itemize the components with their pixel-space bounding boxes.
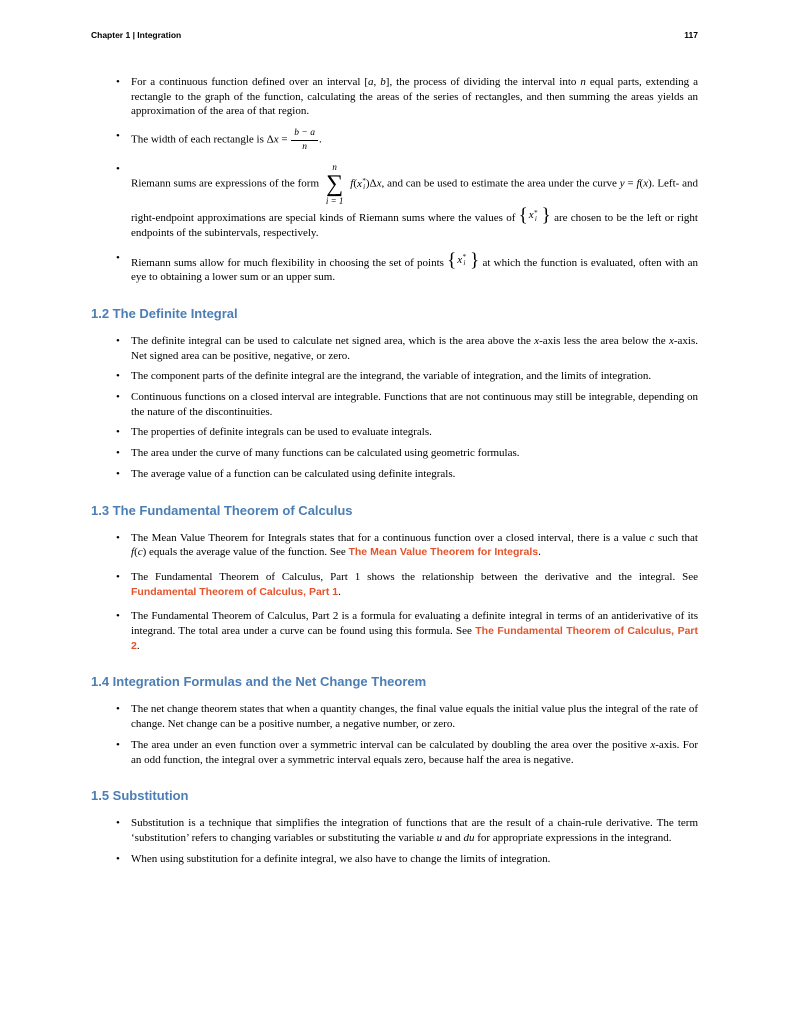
page-header [91,30,698,40]
subscript-index: i [463,259,466,268]
math-variable: y [619,177,625,190]
math-variable: f [131,546,135,559]
page-content [91,68,698,872]
bullet-item [91,369,698,384]
text-segment: Continuous functions on a closed interval are integrable. Functions that are not continuous may still be integrable, depending on the nature of the discontinuities. [131,391,698,418]
text-segment: The width of each rectangle is Δ [131,133,274,146]
bullet-item [91,425,698,440]
text-segment: ], the process of dividing the interval into [385,76,581,88]
summation-expression [326,162,344,206]
section-heading-1-3: 1.3 The Fundamental Theorem of Calculus [91,502,353,518]
bullet-item [91,852,698,867]
superscript-subscript [534,210,538,222]
text-segment: The Fundamental Theorem of Calculus, Part 2 is a formula for evaluating a definite integral in terms of an antiderivative of its integrand. The total area under a curve can be found using this formula. See [131,610,698,638]
bullet-item [91,702,698,731]
section-1-5 [91,788,698,866]
bullet-item [91,129,698,152]
math-variable: x [650,738,656,751]
bullet-item [91,609,698,653]
open-brace: { [518,205,528,227]
text-segment: equal parts, extending a rectangle to the graph of the function, calculating the areas of the series of rectangles, and then summing the areas yields an approximation of the area of that region. [131,76,698,118]
text-segment: The Fundamental Theorem of Calculus, Part 1 shows the relationship between the derivative and the integral. See [131,570,698,583]
text-segment: The average value of a function can be calculated using definite integrals. [131,467,456,480]
fraction-denominator: n [302,141,307,152]
text-segment: ) equals the average value of the function. See [142,546,349,559]
math-variable: x [643,177,649,190]
math-x-star [357,177,366,192]
chapter-label: Chapter 1 | Integration [91,30,182,40]
text-segment: -axis. For an odd function, the integral over a symmetric interval equals zero, because half the area is negative. [131,738,698,766]
math-variable: du [463,831,475,844]
text-segment: -axis less the area below the [539,334,669,347]
math-variable: x [376,177,382,190]
bullet-item [91,334,698,363]
math-variable: u [436,831,443,844]
math-variable: f [350,177,354,190]
section-heading-1-2: 1.2 The Definite Integral [91,305,238,321]
close-brace: } [470,249,480,271]
bullet-list [91,816,698,866]
math-set-notation [519,206,551,225]
subscript-index: i [534,214,537,223]
math-variable: a [368,76,374,88]
sigma-icon: ∑ [326,171,344,198]
superscript-star: * [362,176,366,185]
close-brace: } [541,205,551,227]
text-segment: The component parts of the definite integral are the integrand, the variable of integration, and the limits of integration. [131,370,652,383]
text-segment: )Δ [365,177,377,190]
text-segment: ( [639,177,644,190]
fraction-numerator: b − a [291,129,318,141]
text-segment: The area under the curve of many functions can be calculated using geometric formulas. [131,447,520,460]
math-set-notation [447,251,479,270]
text-segment: . [318,133,322,146]
text-segment: , [373,76,381,88]
text-segment: . [136,639,140,652]
bullet-item [91,816,698,845]
math-fraction [291,129,318,152]
math-variable: x [534,334,540,347]
text-segment: such that [654,531,698,544]
bullet-item [91,251,698,285]
math-variable: x [668,334,674,347]
math-variable: c [649,531,655,544]
text-segment: The area under an even function over a symmetric interval can be calculated by doubling the area over the positive [131,738,651,751]
page-number: 117 [684,30,698,40]
bullet-item [91,570,698,599]
text-segment: = [278,133,291,146]
summation-upper-limit: n [332,162,337,173]
text-segment: The net change theorem states that when a quantity changes, the final value equals the initial value plus the integral of the rate of change. Net change can be a positive number, a negative number, or zero. [131,703,698,731]
math-variable: f [636,177,640,190]
math-variable: b [380,76,386,88]
text-segment: and [442,831,464,844]
text-segment: -axis. Net signed area can be positive, negative, or zero. [131,334,698,362]
section-1-2 [91,306,698,482]
math-variable: x [273,133,279,146]
superscript-star: * [462,253,467,262]
section-heading-1-5: 1.5 Substitution [91,788,189,804]
text-segment: ( [353,177,357,190]
text-segment: , and can be used to estimate the area under the curve [381,177,620,190]
math-variable: x [528,209,534,222]
see-also-link[interactable]: The Fundamental Theorem of Calculus, Part 2 [131,625,699,652]
superscript-subscript [463,254,467,266]
text-segment: The properties of definite integrals can be used to evaluate integrals. [131,426,432,439]
bullet-item [91,162,698,240]
text-segment: ). Left- and right-endpoint approximations are special kinds of Riemann sums where the values of [131,177,699,225]
superscript-star: * [534,208,538,217]
section-1-4 [91,674,698,767]
see-also-link[interactable]: The Mean Value Theorem for Integrals [348,546,539,559]
text-segment: For a continuous function defined over an interval [ [131,76,369,88]
open-brace: { [447,249,457,271]
text-segment: = [624,177,637,190]
text-segment: The definite integral can be used to calculate net signed area, which is the area above the [131,334,535,347]
bullet-item [91,467,698,482]
bullet-item [91,531,698,560]
math-variable: n [580,76,586,88]
text-segment: Substitution is a technique that simplifies the integration of functions that are the result of a chain-rule derivative. The term ‘substitution’ refers to changing variables or substituting the variable [131,817,698,844]
text-segment: When using substitution for a definite integral, we also have to change the limits of integration. [131,852,551,865]
bullet-list [91,334,698,482]
bullet-item [91,390,698,419]
bullet-item [91,75,698,119]
math-variable: x [457,253,463,266]
bullet-list [91,531,698,654]
section-1-3 [91,503,698,654]
text-segment: at which the function is evaluated, often with an eye to obtaining a lower sum or an upper sum. [131,256,699,284]
see-also-link[interactable]: Fundamental Theorem of Calculus, Part 1 [131,585,339,598]
text-segment: ( [134,546,138,559]
text-segment: Riemann sums are expressions of the form [131,177,322,190]
subscript-index: i [363,182,366,191]
section-key-concepts-intro [91,75,698,285]
bullet-list [91,702,698,767]
text-segment: The Mean Value Theorem for Integrals states that for a continuous function over a closed interval, there is a value [131,531,650,544]
text-segment: Riemann sums allow for much flexibility in choosing the set of points [131,256,448,269]
math-variable: x [356,177,362,190]
math-variable: c [137,546,143,559]
bullet-item [91,738,698,767]
text-segment: . [538,546,541,559]
section-heading-1-4: 1.4 Integration Formulas and the Net Change Theorem [91,674,427,690]
bullet-item [91,446,698,461]
text-segment: for appropriate expressions in the integrand. [474,831,672,844]
text-segment: . [338,585,341,598]
bullet-list [91,75,698,285]
text-segment: are chosen to be the left or right endpoints of the subintervals, respectively. [131,212,698,239]
summation-lower-limit: i = 1 [325,196,344,207]
